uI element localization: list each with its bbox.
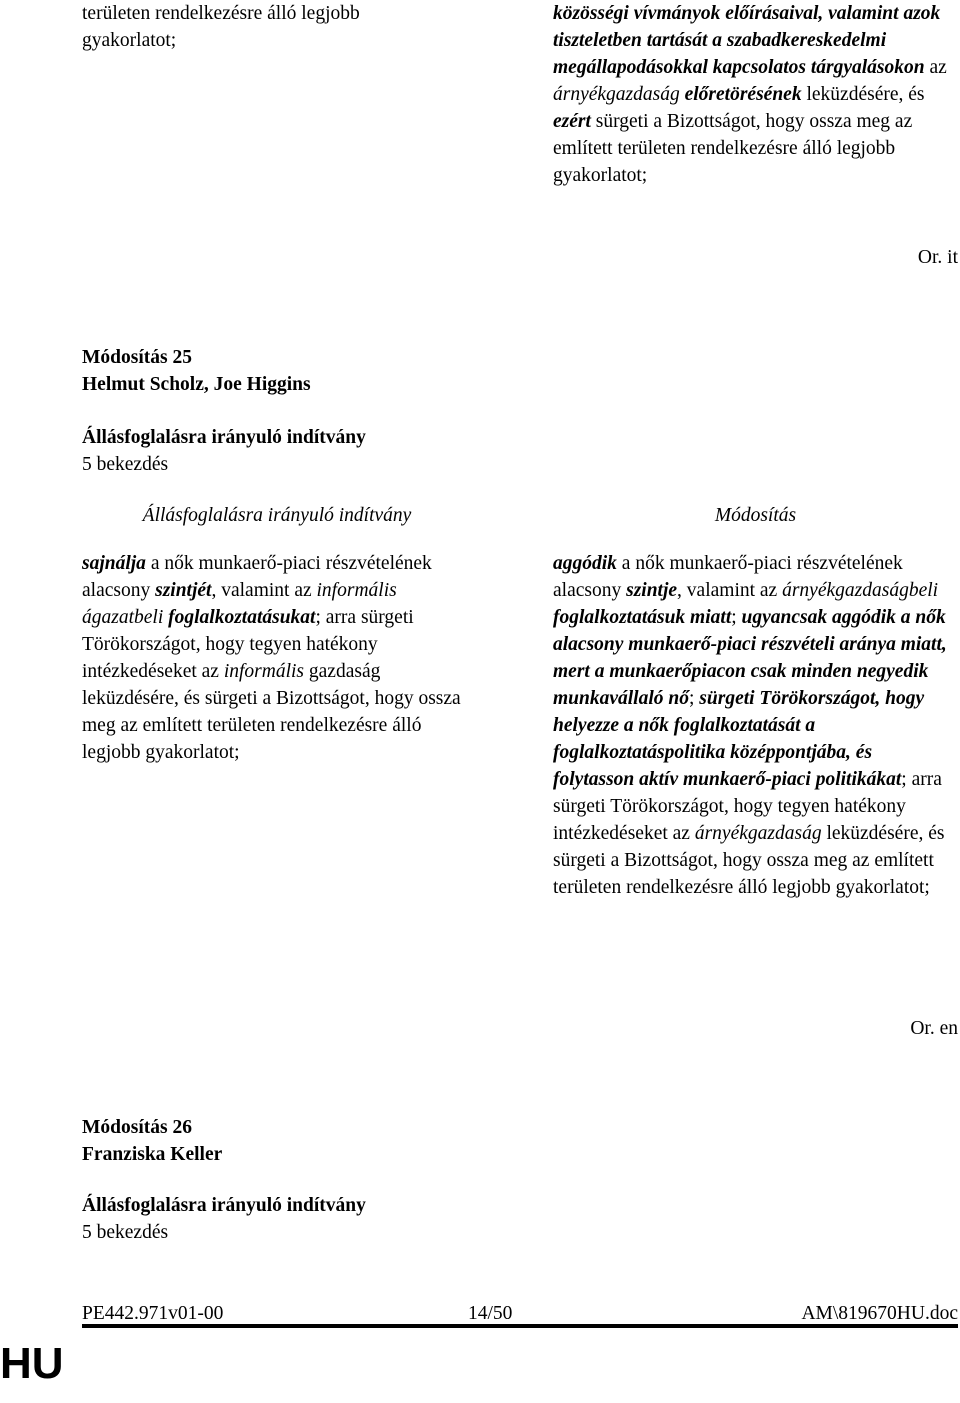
text-run: a nők munkaerő-piaci részvételének alacsony	[553, 553, 903, 601]
footer-page-number: 14/50	[468, 1303, 513, 1324]
amendment-25-authors: Helmut Scholz, Joe Higgins	[82, 374, 311, 395]
text-run: gazdaság leküzdésére, és sürgeti a Bizottságot, hogy ossza meg az említett területen rendelkezésre álló legjobb gyakorlatot;	[82, 661, 461, 763]
text-run: ;	[731, 607, 742, 628]
language-tag-it: Or. it	[917, 247, 958, 268]
amendment-26-paragraph: 5 bekezdés	[82, 1222, 169, 1243]
emphasized-change: aggódik	[553, 553, 617, 574]
text-run: az	[924, 57, 947, 78]
italic-text: árnyékgazdaság	[553, 84, 680, 105]
emphasized-change: előretörésének	[684, 84, 802, 105]
text-run: , valamint az	[211, 580, 317, 601]
emphasized-change: sürgeti Törökországot, hogy helyezze a nők foglalkoztatását a foglalkoztatáspolitika középpontjába, és folytasson aktív munkaerő-piaci politikákat	[553, 688, 925, 790]
continued-right-text	[553, 0, 958, 189]
emphasized-change: foglalkoztatásuk miatt	[553, 607, 732, 628]
footer-reference: PE442.971v01-00	[82, 1303, 224, 1324]
amendment-26-doc-type: Állásfoglalásra irányuló indítvány	[82, 1195, 366, 1216]
language-tag-en: Or. en	[910, 1018, 958, 1039]
left-column-header: Állásfoglalásra irányuló indítvány	[142, 505, 412, 526]
italic-text: árnyékgazdaság	[694, 823, 822, 844]
text-run: a nők munkaerő-piaci részvételének alacsony	[82, 553, 432, 601]
text-run: ;	[689, 688, 700, 709]
emphasized-change: ugyancsak aggódik a nők alacsony munkaerő-piaci részvételi aránya miatt, mert a munkaerőpiacon csak minden negyedik munkavállaló nő	[553, 607, 947, 709]
amendment-25-number: Módosítás 25	[82, 347, 192, 368]
text-run: sürgeti a Bizottságot, hogy ossza meg az említett területen rendelkezésre álló legjobb gyakorlatot;	[553, 111, 913, 186]
emphasized-change: foglalkoztatásukat	[168, 607, 316, 628]
amendment-26-number: Módosítás 26	[82, 1117, 192, 1138]
footer-file-name: AM\819670HU.doc	[801, 1303, 958, 1324]
continued-left-text: területen rendelkezésre álló legjobb gyakorlatot;	[82, 3, 360, 51]
text-run: ; arra sürgeti Törökországot, hogy tegyen hatékony intézkedéseket az	[82, 607, 414, 682]
amendment-25-doc-type: Állásfoglalásra irányuló indítvány	[82, 427, 366, 448]
original-text	[82, 550, 472, 766]
text-run: leküzdésére, és	[801, 84, 925, 105]
emphasized-change: ezért	[553, 111, 591, 132]
italic-text: informális	[223, 661, 305, 682]
text-run: leküzdésére, és sürgeti a Bizottságot, hogy ossza meg az említett területen rendelkezésre álló legjobb gyakorlatot;	[553, 823, 945, 898]
text-run: ; arra sürgeti Törökországot, hogy tegyen hatékony intézkedéseket az	[553, 769, 942, 844]
italic-text: árnyékgazdaságbeli	[782, 580, 939, 601]
amendment-25-paragraph: 5 bekezdés	[82, 454, 169, 475]
amended-text	[553, 550, 958, 901]
footer-rule	[82, 1324, 958, 1328]
emphasized-change: szintje	[626, 580, 678, 601]
emphasized-change: szintjét	[155, 580, 212, 601]
right-column-header: Módosítás	[714, 505, 797, 526]
emphasized-change: közösségi vívmányok előírásaival, valamint azok tiszteletben tartását a szabadkereskedelmi megállapodásokkal kapcsolatos tárgyalásokon	[553, 3, 941, 78]
amendment-26-authors: Franziska Keller	[82, 1144, 223, 1165]
emphasized-change: sajnálja	[82, 553, 146, 574]
italic-text: informális ágazatbeli	[82, 580, 397, 628]
text-run: , valamint az	[677, 580, 783, 601]
language-code: HU	[0, 1339, 64, 1388]
